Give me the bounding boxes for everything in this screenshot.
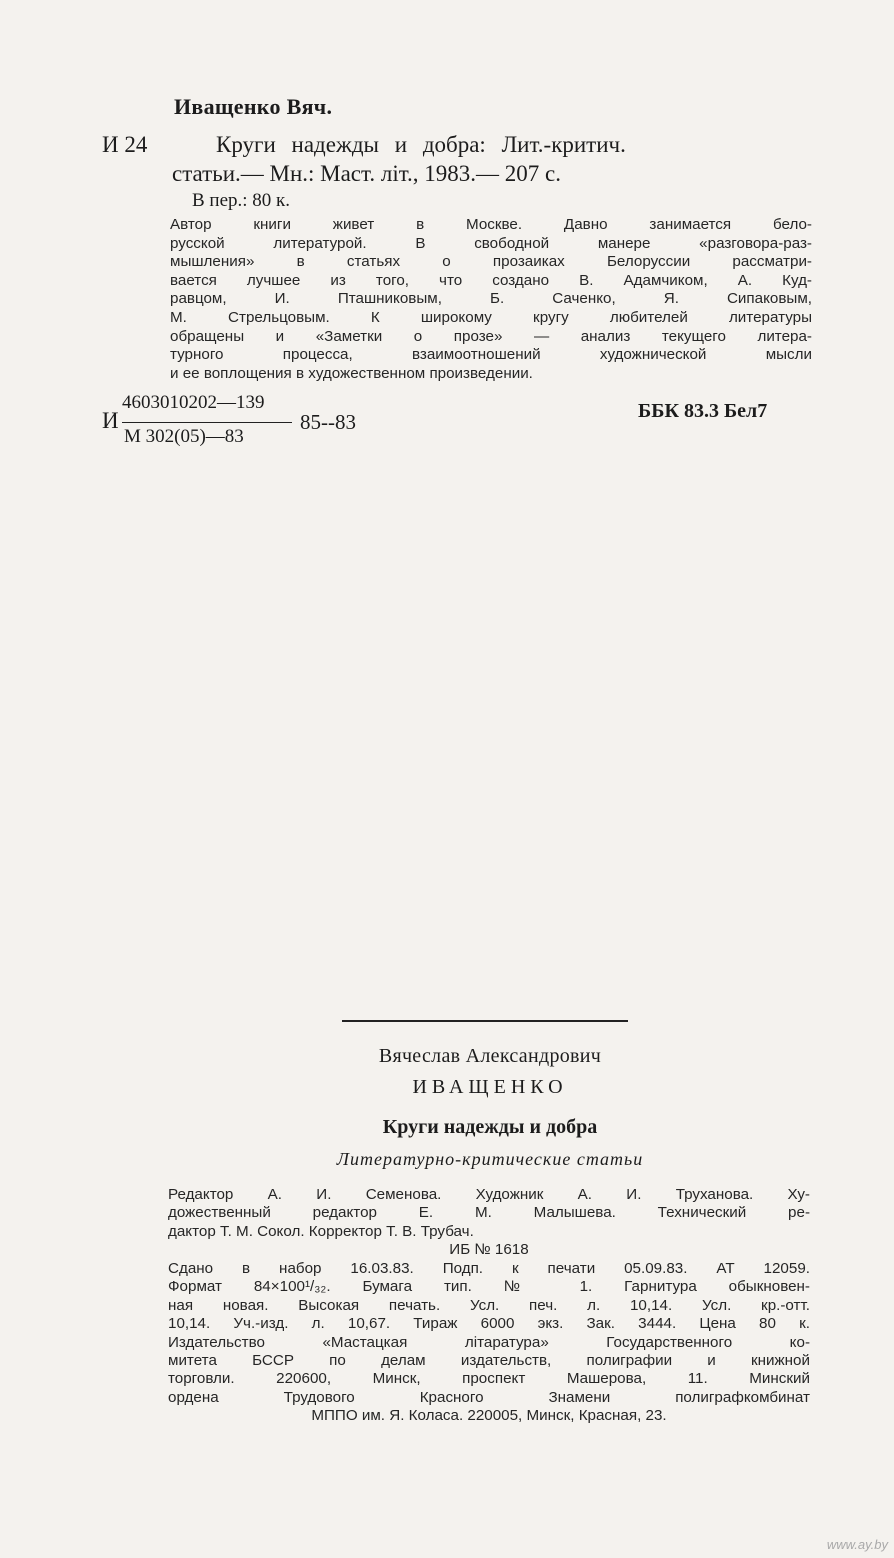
print-line: ордена Трудового Красного Знамени полиграфкомбинат [168, 1388, 810, 1406]
catalog-price: В пер.: 80 к. [192, 190, 291, 211]
isbn-numerator: 4603010202—139 [122, 392, 265, 413]
isbn-denominator: М 302(05)—83 [124, 426, 244, 447]
catalog-title-line1: Круги надежды и добра: Лит.-критич. [216, 132, 626, 157]
credits-line: Редактор А. И. Семенова. Художник А. И. Труханова. Ху- [168, 1186, 810, 1203]
annotation-line: мышления» в статьях о прозаиках Белоруссии рассматри- [170, 253, 812, 271]
isbn-suffix: 85--83 [300, 410, 356, 434]
print-line: МППО им. Я. Коласа. 220005, Минск, Красная, 23. [311, 1407, 667, 1425]
catalog-index: И 24 [102, 132, 148, 157]
annotation-line: русской литературой. В свободной манере «разговора-раз- [170, 234, 812, 252]
annotation-line: обращены и «Заметки о прозе» — анализ текущего литера- [170, 327, 812, 345]
imprint-credits [168, 1186, 810, 1260]
annotation-line: М. Стрельцовым. К широкому кругу любителей литературы [170, 308, 812, 326]
print-line: торговли. 220600, Минск, проспект Машерова, 11. Минский [168, 1370, 810, 1388]
catalog-title-line2: статьи.— Мн.: Маст. літ., 1983.— 207 с. [172, 161, 561, 186]
credits-line: дожественный редактор Е. М. Малышева. Технический ре- [168, 1204, 810, 1222]
annotation-line: турного процесса, взаимоотношений художнической мысли [170, 346, 812, 364]
print-line: Сдано в набор 16.03.83. Подп. к печати 05.09.83. АТ 12059. [168, 1260, 810, 1277]
bbk-code: ББК 83.3 Бел7 [638, 400, 768, 422]
print-line: 10,14. Уч.-изд. л. 10,67. Тираж 6000 экз. Зак. 3444. Цена 80 к. [168, 1315, 810, 1333]
site-watermark: www.ay.by [826, 1537, 888, 1552]
imprint-author-surname: ИВАЩЕНКО [412, 1076, 568, 1098]
imprint-title: Круги надежды и добра [382, 1116, 598, 1138]
separator-rule [342, 1020, 628, 1022]
print-line: Формат 84×100¹/₃₂. Бумага тип. № 1. Гарнитура обыкновен- [168, 1278, 810, 1296]
catalog-annotation [170, 216, 812, 383]
print-line: ная новая. Высокая печать. Усл. печ. л. 10,14. Усл. кр.-отт. [168, 1296, 810, 1314]
ib-number: ИБ № 1618 [449, 1241, 529, 1259]
isbn-letter: И [102, 408, 119, 433]
annotation-line: и ее воплощения в художественном произведении. [170, 364, 533, 382]
imprint-print-details [168, 1260, 810, 1426]
imprint-subtitle: Литературно-критические статьи [336, 1149, 644, 1169]
imprint-author-name: Вячеслав Александрович [378, 1045, 602, 1067]
credits-line: дактор Т. М. Сокол. Корректор Т. В. Трубач. [168, 1222, 474, 1240]
catalog-author: Иващенко Вяч. [174, 94, 333, 119]
print-line: митета БССР по делам издательств, полиграфии и книжной [168, 1352, 810, 1370]
print-line: Издательство «Мастацкая літаратура» Государственного ко- [168, 1333, 810, 1351]
annotation-line: Автор книги живет в Москве. Давно занимается бело- [170, 216, 812, 233]
isbn-fraction-line [122, 422, 292, 423]
annotation-line: равцом, И. Пташниковым, Б. Саченко, Я. Сипаковым, [170, 290, 812, 308]
annotation-line: вается лучшее из того, что создано В. Адамчиком, А. Куд- [170, 271, 812, 289]
